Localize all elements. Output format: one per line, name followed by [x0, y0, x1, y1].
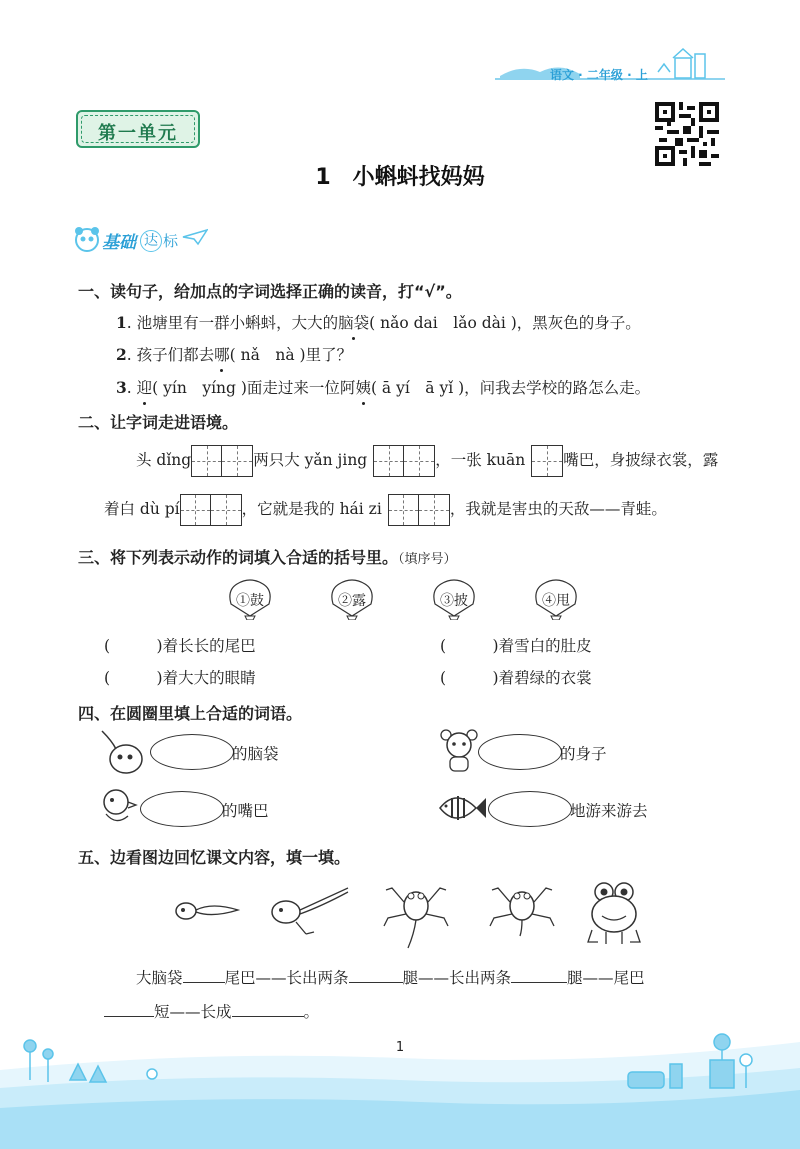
bear-icon — [436, 727, 482, 775]
paper-plane-icon — [182, 228, 208, 246]
q3-blank-2: ( )着雪白的肚皮 — [440, 637, 592, 655]
page-number: 1 — [395, 1040, 405, 1055]
dotted-word: 脑袋 — [338, 311, 369, 333]
q4-item-3: 的嘴巴 — [222, 802, 269, 820]
answer-paren[interactable]: ( ) — [440, 669, 499, 687]
q5-title: 五、边看图边回忆课文内容，填一填。 — [78, 848, 351, 867]
q5-line-2: 短——长成 。 — [104, 1000, 319, 1022]
answer-blank[interactable] — [183, 966, 225, 983]
q4-title: 四、在圆圈里填上合适的词语。 — [78, 704, 303, 723]
q4-item-1: 的脑袋 — [232, 745, 279, 763]
q3-blank-1: ( )着长长的尾巴 — [104, 637, 256, 655]
frog-stage-4-icon — [484, 874, 560, 944]
q1-title: 一、读句子，给加点的字词选择正确的读音，打“√”。 — [78, 282, 462, 301]
q4-item-2: 的身子 — [560, 745, 607, 763]
q1-item-2: 2. 孩子们都去哪( nǎ nà )里了？ — [116, 345, 353, 364]
answer-paren[interactable]: ( ) — [104, 669, 163, 687]
panda-icon — [72, 224, 102, 254]
shell-option-3: ③披 — [429, 576, 479, 620]
q5-line-1: 大脑袋 尾巴——长出两条 腿——长出两条 腿——尾巴 — [136, 966, 645, 988]
answer-paren[interactable]: ( ) — [440, 637, 499, 655]
frog-stage-3-icon — [378, 874, 454, 950]
tadpole-icon — [98, 727, 150, 777]
q2-line-2: 着白 dù pí ，它就是我的 hái zi ，我就是害虫的天敌——青蛙。 — [104, 492, 667, 526]
fish-icon — [436, 784, 488, 832]
writing-grid-2[interactable] — [373, 445, 435, 477]
q4-item-4: 地游来游去 — [570, 802, 648, 820]
unit-badge — [76, 110, 200, 148]
writing-grid-1[interactable] — [531, 445, 563, 477]
writing-grid-2[interactable] — [180, 494, 242, 526]
header-subject: 语文 · 二年级 · 上 — [550, 68, 648, 82]
section-badge-text-3: 标 — [163, 232, 179, 250]
shell-option-1: ①鼓 — [225, 576, 275, 620]
dotted-word: 姨 — [355, 376, 371, 398]
answer-oval-2[interactable] — [478, 734, 562, 770]
q1-item-1: 1. 池塘里有一群小蝌蚪，大大的脑袋( nǎo dai lǎo dài )，黑灰色的身子。 — [116, 313, 641, 332]
q3-blank-4: ( )着碧绿的衣裳 — [440, 669, 592, 687]
q3-blank-3: ( )着大大的眼睛 — [104, 669, 256, 687]
section-badge-text-2: 达 — [140, 230, 162, 252]
unit-badge-text: 第一单元 — [98, 123, 178, 144]
writing-grid-2[interactable] — [191, 445, 253, 477]
dotted-word: 哪 — [214, 343, 230, 365]
answer-oval-4[interactable] — [488, 791, 572, 827]
q2-title: 二、让字词走进语境。 — [78, 413, 239, 432]
answer-oval-1[interactable] — [150, 734, 234, 770]
qr-code — [655, 102, 719, 166]
dotted-word: 迎 — [137, 376, 153, 398]
shell-option-4: ④甩 — [531, 576, 581, 620]
tadpole-stage-2-icon — [266, 884, 352, 940]
answer-oval-3[interactable] — [140, 791, 224, 827]
section-badge-text-1: 基础 — [102, 233, 136, 253]
lesson-title: 1 小蝌蚪找妈妈 — [315, 165, 485, 190]
shell-option-2: ②露 — [327, 576, 377, 620]
section-badge — [72, 222, 212, 258]
writing-grid-2[interactable] — [388, 494, 450, 526]
frog-adult-icon — [584, 878, 644, 948]
answer-blank[interactable] — [349, 966, 403, 983]
tadpole-stage-1-icon — [172, 898, 242, 924]
answer-blank[interactable] — [511, 966, 567, 983]
duckling-icon — [98, 786, 142, 832]
answer-paren[interactable]: ( ) — [104, 637, 163, 655]
q1-item-3: 3. 迎( yín yíng )面走过来一位阿姨( ā yí ā yǐ )，问我去学校的路怎么走。 — [116, 378, 651, 397]
q2-line-1: 头 dǐng 两只大 yǎn jing ，一张 kuān 嘴巴，身披绿衣裳，露 — [136, 443, 718, 477]
q3-title: 三、将下列表示动作的词填入合适的括号里。（填序号） — [78, 548, 457, 567]
answer-blank[interactable] — [232, 1000, 304, 1017]
answer-blank[interactable] — [104, 1000, 154, 1017]
